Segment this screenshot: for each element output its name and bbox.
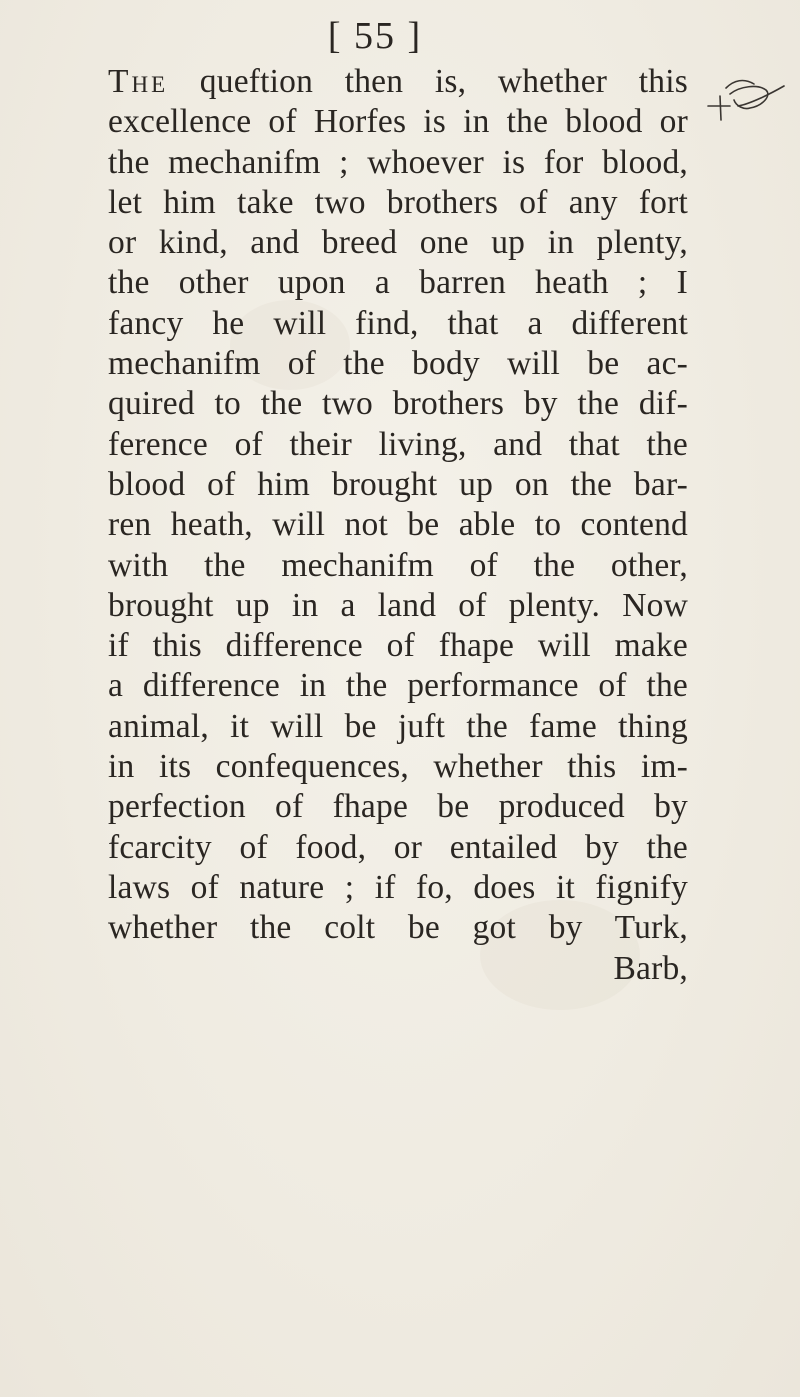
text-line: whether the colt be got by Turk, [108, 909, 688, 947]
text-line: ren heath, will not be able to contend [108, 506, 688, 544]
text-line: quired to the two brothers by the dif- [108, 385, 688, 423]
text-line: let him take two brothers of any fort [108, 183, 688, 221]
page-number: [ 55 ] [327, 15, 423, 57]
text-line: perfection of fhape be produced by [108, 788, 688, 826]
text-line: laws of nature ; if fo, does it fignify [108, 868, 688, 906]
text-line: animal, it will be juft the fame thing [108, 707, 688, 745]
text-line: fancy he will find, that a different [108, 304, 688, 342]
text-line: the other upon a barren heath ; I [108, 264, 688, 302]
text-line: a difference in the performance of the [108, 667, 688, 705]
margin-mark [700, 76, 790, 136]
text-line: with the mechanifm of the other, [108, 546, 688, 584]
catchword: Barb, [613, 949, 688, 987]
text-line-1: The queftion then is, whether this [108, 63, 688, 100]
text-line: excellence of Horfes is in the blood or [108, 103, 688, 141]
text-line: if this difference of fhape will make [108, 627, 688, 665]
opening-word: The [108, 63, 169, 100]
text-line: brought up in a land of plenty. Now [108, 586, 688, 624]
text-line: mechanifm of the body will be ac- [108, 345, 688, 383]
text-line: the mechanifm ; whoever is for blood, [108, 143, 688, 181]
text-line: fcarcity of food, or entailed by the [108, 828, 688, 866]
handwritten-caret-mark-icon [700, 76, 790, 136]
text-line: in its confequences, whether this im- [108, 748, 688, 786]
text-line: ference of their living, and that the [108, 425, 688, 463]
body-text [108, 62, 688, 989]
text-line: or kind, and breed one up in plenty, [108, 224, 688, 262]
text-line: blood of him brought up on the bar- [108, 465, 688, 503]
